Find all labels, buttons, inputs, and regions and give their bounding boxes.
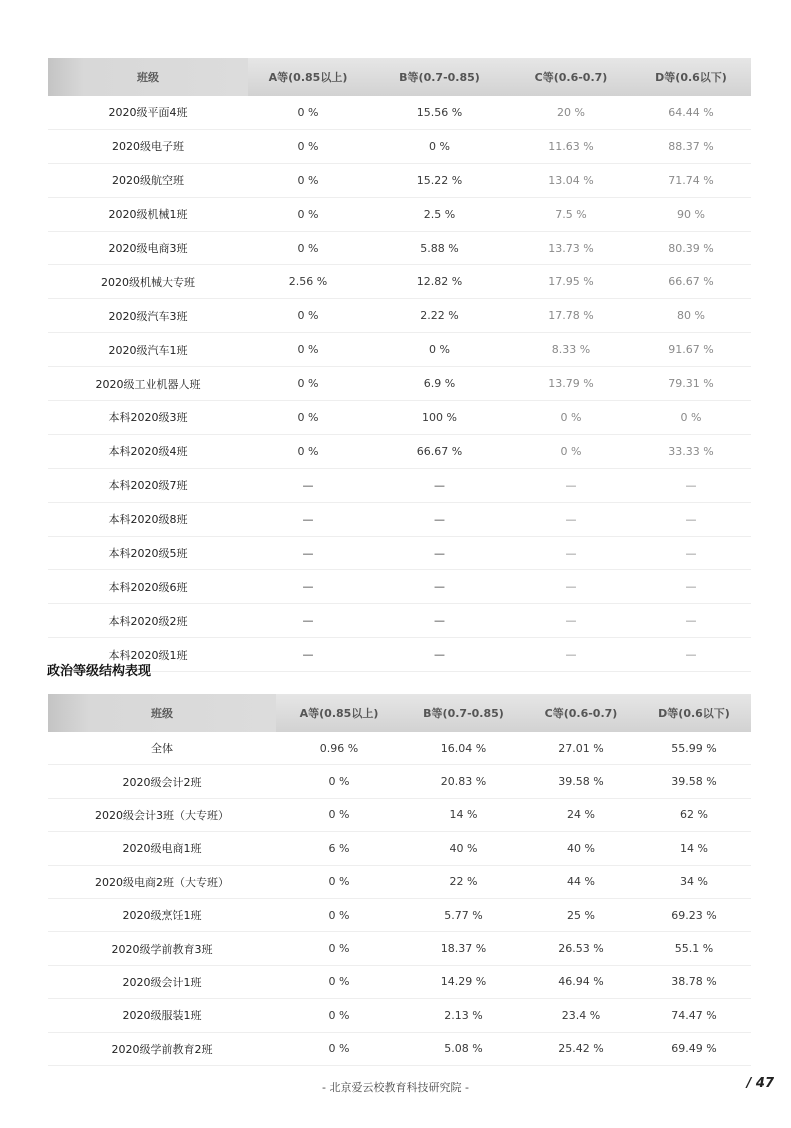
grade-percent-cell: 13.79 %: [511, 367, 631, 401]
table-row: [48, 468, 751, 502]
class-name-cell: 本科2020级1班: [48, 638, 248, 672]
section-title: 政治等级结构表现: [47, 664, 152, 679]
grade-percent-cell: —: [511, 570, 631, 604]
table-row: [48, 965, 751, 998]
grade-percent-cell: 66.67 %: [631, 265, 751, 299]
grade-percent-cell: 0 %: [248, 129, 368, 163]
grade-percent-cell: 20.83 %: [402, 765, 525, 798]
table-row: [48, 434, 751, 468]
table-row: [48, 932, 751, 965]
grade-percent-cell: 11.63 %: [511, 129, 631, 163]
grade-percent-cell: 0 %: [248, 96, 368, 129]
class-name-cell: 2020级服装1班: [48, 999, 276, 1032]
grade-percent-cell: —: [248, 502, 368, 536]
grade-percent-cell: 13.73 %: [511, 231, 631, 265]
grade-percent-cell: 79.31 %: [631, 367, 751, 401]
table-row: [48, 798, 751, 831]
class-name-cell: 2020级机械大专班: [48, 265, 248, 299]
grade-percent-cell: 15.22 %: [368, 163, 511, 197]
grade-percent-cell: 66.67 %: [368, 434, 511, 468]
grade-percent-cell: 0 %: [276, 1032, 402, 1065]
grade-percent-cell: 0 %: [248, 163, 368, 197]
grade-percent-cell: 90 %: [631, 197, 751, 231]
grade-percent-cell: 5.08 %: [402, 1032, 525, 1065]
table-row: [48, 732, 751, 765]
column-header: D等(0.6以下): [637, 694, 751, 732]
grade-percent-cell: 0 %: [248, 333, 368, 367]
grade-percent-cell: 55.1 %: [637, 932, 751, 965]
table-row: [48, 96, 751, 129]
grade-percent-cell: 26.53 %: [525, 932, 637, 965]
column-header: 班级: [48, 694, 276, 732]
grade-percent-cell: 17.95 %: [511, 265, 631, 299]
grade-percent-cell: 0 %: [368, 333, 511, 367]
table-row: [48, 231, 751, 265]
table-row: [48, 367, 751, 401]
table-row: [48, 129, 751, 163]
grade-percent-cell: 22 %: [402, 865, 525, 898]
grade-percent-cell: 8.33 %: [511, 333, 631, 367]
grade-percent-cell: 80.39 %: [631, 231, 751, 265]
class-name-cell: 本科2020级8班: [48, 502, 248, 536]
grade-percent-cell: 2.56 %: [248, 265, 368, 299]
class-name-cell: 2020级汽车3班: [48, 299, 248, 333]
class-name-cell: 2020级电商1班: [48, 832, 276, 865]
grade-percent-cell: 40 %: [525, 832, 637, 865]
grade-percent-cell: 0 %: [511, 401, 631, 435]
grade-percent-cell: 0 %: [368, 129, 511, 163]
grade-percent-cell: 24 %: [525, 798, 637, 831]
class-name-cell: 本科2020级4班: [48, 434, 248, 468]
grade-percent-cell: 27.01 %: [525, 732, 637, 765]
grade-percent-cell: 14 %: [637, 832, 751, 865]
grade-percent-cell: 2.13 %: [402, 999, 525, 1032]
class-name-cell: 2020级电子班: [48, 129, 248, 163]
grade-percent-cell: 64.44 %: [631, 96, 751, 129]
grade-percent-cell: 0 %: [276, 798, 402, 831]
grade-percent-cell: 2.5 %: [368, 197, 511, 231]
table-row: [48, 898, 751, 931]
grade-percent-cell: 0 %: [248, 434, 368, 468]
grade-percent-cell: 0.96 %: [276, 732, 402, 765]
grade-percent-cell: 69.23 %: [637, 898, 751, 931]
grade-percent-cell: 71.74 %: [631, 163, 751, 197]
grade-percent-cell: —: [368, 570, 511, 604]
grade-percent-cell: —: [511, 502, 631, 536]
class-name-cell: 2020级平面4班: [48, 96, 248, 129]
grade-percent-cell: 38.78 %: [637, 965, 751, 998]
grade-percent-cell: 0 %: [248, 401, 368, 435]
grade-percent-cell: —: [631, 468, 751, 502]
grade-percent-cell: 25 %: [525, 898, 637, 931]
grade-percent-cell: 0 %: [276, 999, 402, 1032]
grade-percent-cell: 40 %: [402, 832, 525, 865]
class-name-cell: 本科2020级5班: [48, 536, 248, 570]
grade-percent-cell: 14.29 %: [402, 965, 525, 998]
grade-percent-cell: —: [511, 536, 631, 570]
table-row: [48, 197, 751, 231]
grade-percent-cell: 0 %: [276, 865, 402, 898]
grade-percent-cell: 14 %: [402, 798, 525, 831]
grade-percent-cell: —: [248, 638, 368, 672]
column-header: B等(0.7-0.85): [368, 58, 511, 96]
class-name-cell: 本科2020级2班: [48, 604, 248, 638]
grade-percent-cell: —: [631, 502, 751, 536]
column-header: 班级: [48, 58, 248, 96]
class-name-cell: 2020级电商3班: [48, 231, 248, 265]
grade-percent-cell: 91.67 %: [631, 333, 751, 367]
table-header-row: [48, 694, 751, 732]
grade-percent-cell: 0 %: [248, 197, 368, 231]
grade-percent-cell: —: [368, 536, 511, 570]
grade-percent-cell: 15.56 %: [368, 96, 511, 129]
grade-percent-cell: 17.78 %: [511, 299, 631, 333]
column-header: C等(0.6-0.7): [525, 694, 637, 732]
class-name-cell: 本科2020级7班: [48, 468, 248, 502]
grade-percent-cell: 7.5 %: [511, 197, 631, 231]
table-row: [48, 401, 751, 435]
grade-percent-cell: —: [248, 536, 368, 570]
grade-percent-cell: —: [368, 638, 511, 672]
table-row: [48, 502, 751, 536]
grade-percent-cell: —: [368, 468, 511, 502]
grade-percent-cell: 80 %: [631, 299, 751, 333]
column-header: B等(0.7-0.85): [402, 694, 525, 732]
class-name-cell: 2020级工业机器人班: [48, 367, 248, 401]
grade-percent-cell: 0 %: [248, 367, 368, 401]
grade-percent-cell: 55.99 %: [637, 732, 751, 765]
grade-percent-cell: —: [511, 604, 631, 638]
grade-percent-cell: 46.94 %: [525, 965, 637, 998]
table-row: [48, 865, 751, 898]
grade-percent-cell: 88.37 %: [631, 129, 751, 163]
page-footer: - 北京爱云校教育科技研究院 -: [322, 1081, 469, 1094]
grade-percent-cell: 0 %: [248, 231, 368, 265]
page-number: / 47: [746, 1076, 774, 1091]
grade-percent-cell: 2.22 %: [368, 299, 511, 333]
class-name-cell: 本科2020级3班: [48, 401, 248, 435]
column-header: A等(0.85以上): [248, 58, 368, 96]
grade-percent-cell: 18.37 %: [402, 932, 525, 965]
grade-percent-cell: 69.49 %: [637, 1032, 751, 1065]
table-row: [48, 832, 751, 865]
grade-percent-cell: 5.88 %: [368, 231, 511, 265]
class-name-cell: 2020级烹饪1班: [48, 898, 276, 931]
grade-percent-cell: 5.77 %: [402, 898, 525, 931]
grade-percent-cell: 39.58 %: [525, 765, 637, 798]
table-row: [48, 1032, 751, 1065]
table-row: [48, 570, 751, 604]
grade-percent-cell: 39.58 %: [637, 765, 751, 798]
grade-percent-cell: —: [511, 638, 631, 672]
table-header-row: [48, 58, 751, 96]
class-name-cell: 2020级学前教育2班: [48, 1032, 276, 1065]
class-name-cell: 全体: [48, 732, 276, 765]
grade-percent-cell: —: [511, 468, 631, 502]
grade-table-1: [48, 58, 751, 672]
class-name-cell: 本科2020级6班: [48, 570, 248, 604]
grade-percent-cell: —: [248, 468, 368, 502]
grade-percent-cell: 0 %: [276, 898, 402, 931]
grade-percent-cell: 13.04 %: [511, 163, 631, 197]
grade-percent-cell: 33.33 %: [631, 434, 751, 468]
table-row: [48, 536, 751, 570]
grade-percent-cell: 6 %: [276, 832, 402, 865]
grade-percent-cell: 44 %: [525, 865, 637, 898]
grade-percent-cell: —: [631, 536, 751, 570]
class-name-cell: 2020级电商2班（大专班）: [48, 865, 276, 898]
grade-percent-cell: 62 %: [637, 798, 751, 831]
grade-table-2: [48, 694, 751, 1066]
grade-percent-cell: —: [368, 604, 511, 638]
table-row: [48, 999, 751, 1032]
class-name-cell: 2020级会计3班（大专班）: [48, 798, 276, 831]
column-header: D等(0.6以下): [631, 58, 751, 96]
column-header: A等(0.85以上): [276, 694, 402, 732]
table-row: [48, 299, 751, 333]
grade-percent-cell: 0 %: [276, 965, 402, 998]
class-name-cell: 2020级汽车1班: [48, 333, 248, 367]
grade-percent-cell: 0 %: [248, 299, 368, 333]
grade-percent-cell: —: [631, 638, 751, 672]
grade-percent-cell: —: [248, 570, 368, 604]
table-row: [48, 163, 751, 197]
table-row: [48, 765, 751, 798]
grade-percent-cell: 100 %: [368, 401, 511, 435]
grade-percent-cell: 16.04 %: [402, 732, 525, 765]
grade-percent-cell: 0 %: [631, 401, 751, 435]
class-name-cell: 2020级航空班: [48, 163, 248, 197]
table-row: [48, 265, 751, 299]
grade-percent-cell: —: [368, 502, 511, 536]
table-row: [48, 333, 751, 367]
class-name-cell: 2020级学前教育3班: [48, 932, 276, 965]
class-name-cell: 2020级会计1班: [48, 965, 276, 998]
class-name-cell: 2020级机械1班: [48, 197, 248, 231]
grade-percent-cell: 6.9 %: [368, 367, 511, 401]
table-row: [48, 604, 751, 638]
class-name-cell: 2020级会计2班: [48, 765, 276, 798]
grade-percent-cell: 25.42 %: [525, 1032, 637, 1065]
grade-percent-cell: —: [631, 570, 751, 604]
grade-percent-cell: 0 %: [511, 434, 631, 468]
grade-percent-cell: 23.4 %: [525, 999, 637, 1032]
grade-percent-cell: 74.47 %: [637, 999, 751, 1032]
table-row: [48, 638, 751, 672]
grade-percent-cell: 20 %: [511, 96, 631, 129]
column-header: C等(0.6-0.7): [511, 58, 631, 96]
grade-percent-cell: 34 %: [637, 865, 751, 898]
grade-percent-cell: —: [631, 604, 751, 638]
grade-percent-cell: —: [248, 604, 368, 638]
grade-percent-cell: 12.82 %: [368, 265, 511, 299]
grade-percent-cell: 0 %: [276, 932, 402, 965]
grade-percent-cell: 0 %: [276, 765, 402, 798]
